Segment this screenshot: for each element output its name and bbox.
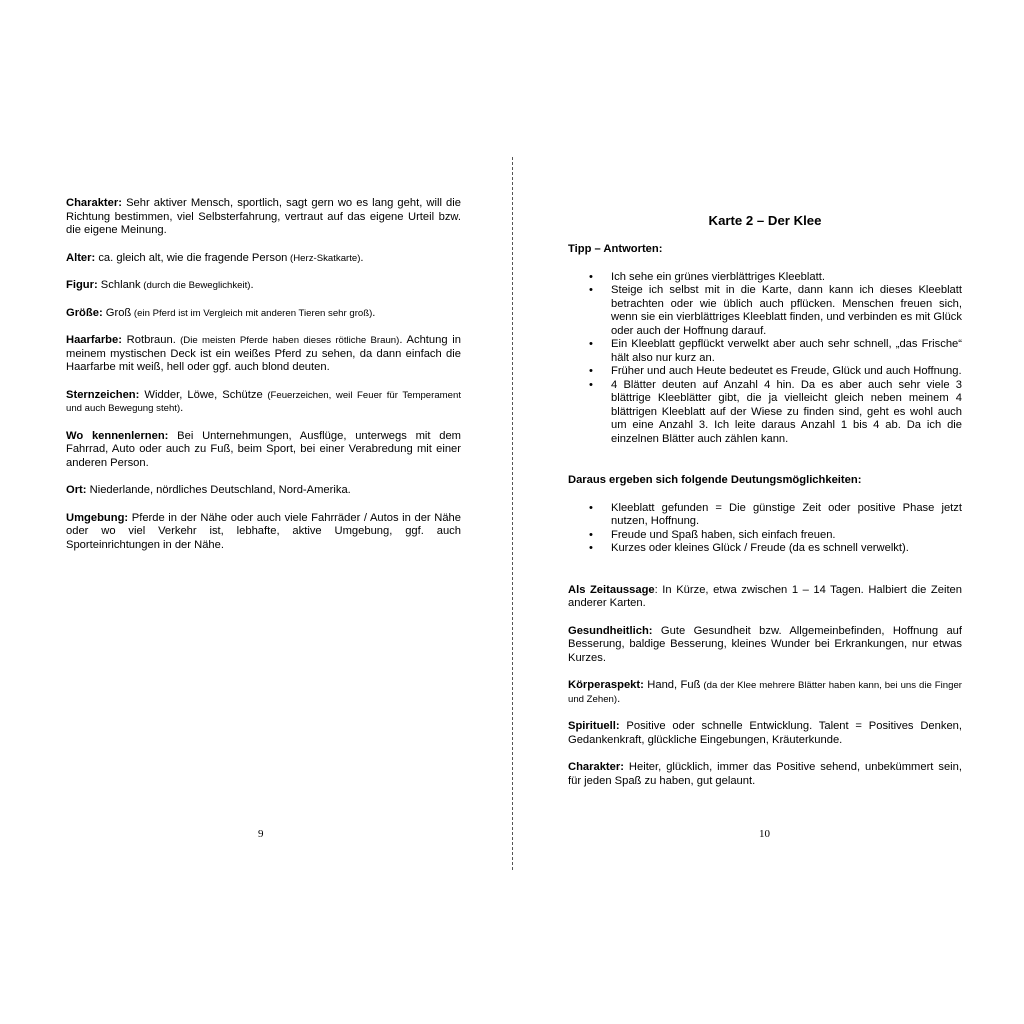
entry-tail: .: [617, 692, 621, 705]
entry-label: Spirituell:: [568, 720, 620, 732]
entry-text: Hand, Fuß: [643, 679, 701, 691]
entry-sternzeichen: [66, 389, 461, 416]
entry-tail: .: [250, 279, 254, 291]
entry-label: Figur:: [66, 279, 98, 291]
meanings-list: [568, 502, 962, 556]
list-item: • Ein Kleeblatt gepflückt verwelkt aber auch sehr schnell, „das Frische“ hält also nur kurz an.: [611, 338, 962, 365]
entry-label: Charakter:: [66, 197, 122, 209]
tips-list: [568, 271, 962, 447]
spacer: [568, 460, 962, 474]
list-item: • Freude und Spaß haben, sich einfach freuen.: [611, 529, 962, 543]
entry-text: Bei Unternehmungen, Ausflüge, unterwegs mit dem Fahrrad, Auto oder auch zu Fuß, beim Sport, bei einer Verabredung mit einer anderen Person.: [66, 429, 462, 469]
entry-tail: .: [372, 306, 376, 319]
page-number: 10: [759, 828, 770, 840]
list-item: • 4 Blätter deuten auf Anzahl 4 hin. Da es aber auch sehr viele 3 blättrige Kleeblätter gibt, die ja vielleicht gleich neben meinem 4 blättrigen Kleeblatt auf der Wiese zu finden sind, geht es wohl auch um eine Anzahl 3. Ich leite daraus Anzahl 1 bis 4 ab. Da ich die einzelnen Blätter auch zählen kann.: [611, 379, 962, 447]
entry-label: Wo kennenlernen:: [66, 429, 169, 442]
list-item: • Steige ich selbst mit in die Karte, dann kann ich dieses Kleeblatt betrachten oder wie üblich auch pflücken. Menschen freuen sich, wenn sie ein vierblättriges Kleeblatt finden, und verbinden es mit Glück oder auch der Hoffnung darauf.: [611, 284, 962, 338]
meanings-heading: Daraus ergeben sich folgende Deutungsmöglichkeiten:: [568, 474, 862, 486]
entry-koerperaspekt: [568, 679, 962, 706]
page-divider: [512, 157, 513, 870]
entry-gesundheitlich: [568, 625, 962, 666]
entry-ort: [66, 484, 461, 498]
list-item: • Früher und auch Heute bedeutet es Freude, Glück und auch Hoffnung.: [611, 365, 962, 379]
entry-note: (da der Klee mehrere Blätter haben kann, bei uns die Finger und Zehen): [568, 680, 962, 705]
entry-tail: . Achtung in meinem mystischen Deck ist ein weißes Pferd zu sehen, da dann einfach die Haarfarbe mit weiß, hell oder ggf. auch blond deuten.: [66, 334, 461, 373]
entry-text: Heiter, glücklich, immer das Positive sehend, unbekümmert sein, für jeden Spaß zu haben, gut gelaunt.: [568, 761, 962, 787]
left-page-content: [66, 197, 461, 566]
entry-note: (durch die Beweglichkeit): [140, 280, 251, 291]
entry-tail: .: [180, 402, 184, 414]
list-item: • Ich sehe ein grünes vierblättriges Kleeblatt.: [611, 271, 962, 285]
entry-alter: [66, 252, 461, 266]
entry-text: Gute Gesundheit bzw. Allgemeinbefinden, Hoffnung auf Besserung, baldige Besserung, kleines Wunder bei Erkrankungen, nur etwas Kurzes.: [568, 624, 962, 664]
list-item: • Kurzes oder kleines Glück / Freude (da es schnell verwelkt).: [611, 542, 962, 556]
entry-umgebung: [66, 512, 461, 553]
entry-haarfarbe: [66, 334, 461, 375]
right-page-content: [568, 213, 962, 802]
entry-tail: .: [360, 251, 364, 264]
entry-note: (ein Pferd ist im Vergleich mit anderen Tieren sehr groß): [131, 307, 373, 319]
entry-note: (Die meisten Pferde haben dieses rötliche Braun): [175, 335, 400, 346]
entry-charakter: [568, 761, 962, 788]
entry-charakter: [66, 197, 461, 238]
entry-text: : In Kürze, etwa zwischen 1 – 14 Tagen. Halbiert die Zeiten anderer Karten.: [568, 583, 963, 609]
list-item: • Kleeblatt gefunden = Die günstige Zeit oder positive Phase jetzt nutzen, Hoffnung.: [611, 502, 962, 529]
entry-label: Haarfarbe:: [66, 334, 122, 346]
tips-heading: Tipp – Antworten:: [568, 243, 663, 255]
entry-text: Schlank: [97, 279, 141, 291]
entry-wo-kennenlernen: [66, 430, 461, 471]
entry-text: Widder, Löwe, Schütze: [139, 388, 263, 401]
entry-text: Niederlande, nördliches Deutschland, Nord-Amerika.: [86, 484, 351, 496]
entry-label: Charakter:: [568, 761, 624, 773]
entry-label: Ort:: [66, 484, 87, 496]
entry-text: Sehr aktiver Mensch, sportlich, sagt gern wo es lang geht, will die Richtung bestimmen, viel Selbsterfahrung, vertraut auf das eigene Urteil bzw. die eigene Meinung.: [66, 197, 461, 236]
entry-spirituell: [568, 720, 962, 747]
entry-figur: [66, 279, 461, 293]
entry-note: (Feuerzeichen, weil Feuer für Temperament und auch Bewegung steht): [66, 389, 461, 414]
entry-label: Als Zeitaussage: [568, 583, 655, 596]
entry-label: Gesundheitlich:: [568, 624, 653, 637]
entry-label: Umgebung:: [66, 511, 129, 524]
entry-label: Sternzeichen:: [66, 388, 140, 401]
card-title: Karte 2 – Der Klee: [708, 213, 822, 228]
entry-text: Positive oder schnelle Entwicklung. Talent = Positives Denken, Gedankenkraft, glückliche Eingebungen, Kräuterkunde.: [568, 720, 962, 746]
entry-text: Rotbraun.: [121, 334, 176, 346]
entry-label: Alter:: [66, 251, 96, 264]
entry-text: Pferde in der Nähe oder auch viele Fahrräder / Autos in der Nähe oder wo viel Verkehr ist, lebhafte, aktive Umgebung, ggf. auch Sporteinrichtungen in der Nähe.: [66, 511, 461, 551]
entry-text: ca. gleich alt, wie die fragende Person: [95, 251, 288, 264]
entry-text: Groß: [102, 306, 132, 319]
entry-label: Größe:: [66, 306, 103, 319]
page-number: 9: [258, 828, 264, 840]
entry-groesse: [66, 307, 461, 321]
spacer: [568, 570, 962, 584]
entry-zeitaussage: [568, 584, 962, 611]
entry-note: (Herz-Skatkarte): [287, 252, 361, 264]
right-page: [514, 0, 1024, 1024]
entry-label: Körperaspekt:: [568, 679, 644, 691]
